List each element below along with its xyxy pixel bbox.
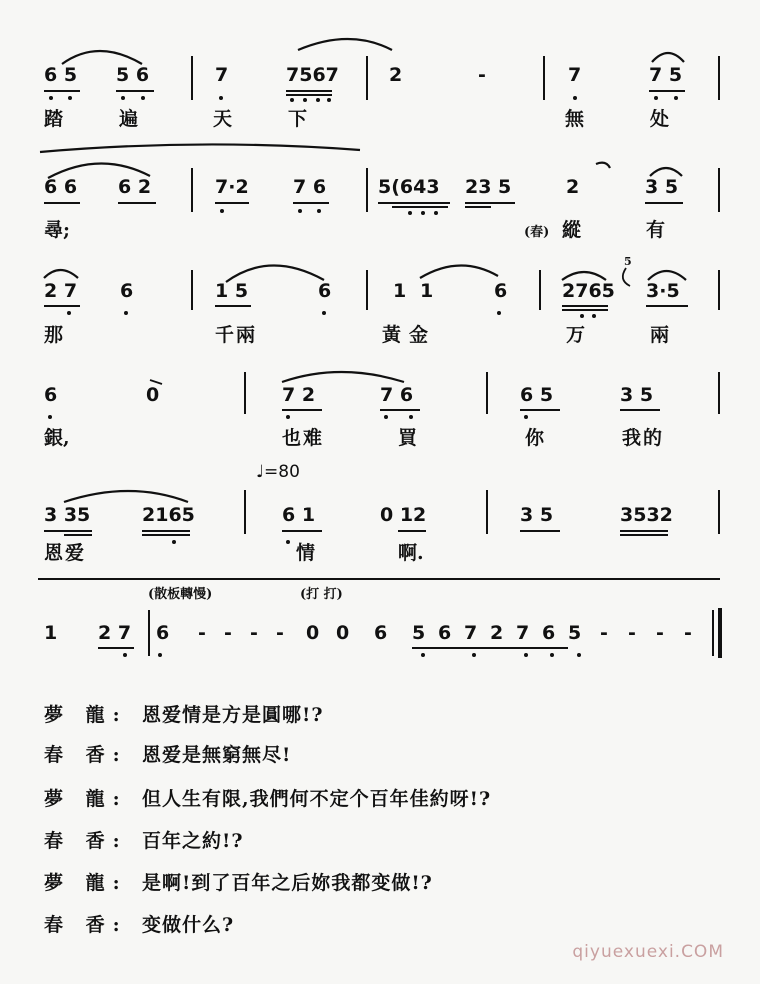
- lyric: 万: [566, 324, 586, 346]
- low-dot: [49, 96, 53, 100]
- low-dot: [124, 311, 128, 315]
- note-group: 3 35: [44, 504, 91, 526]
- note-group: 3·5: [646, 280, 680, 302]
- low-dot: [592, 314, 596, 318]
- underline: [645, 202, 683, 204]
- bar-line: [486, 490, 488, 534]
- low-dot: [316, 98, 320, 102]
- note-group: 7: [215, 64, 229, 86]
- underline: [398, 530, 426, 532]
- note-group: 23 5: [465, 176, 512, 198]
- note-group: 1: [393, 280, 407, 302]
- final-note: 0: [336, 622, 350, 644]
- note-group: 7 5: [649, 64, 683, 86]
- line-text: 恩爱情是方是圓哪!?: [142, 704, 324, 726]
- low-dot: [421, 211, 425, 215]
- lyric: 千兩: [215, 324, 258, 346]
- percussion-annotation: (打 打): [300, 587, 343, 602]
- low-dot: [220, 209, 224, 213]
- low-dot: [303, 98, 307, 102]
- bar-line: [718, 372, 720, 414]
- final-note: -: [276, 622, 284, 644]
- low-dot: [654, 96, 658, 100]
- underline: [620, 534, 668, 536]
- bar-line: [191, 168, 193, 212]
- note-group: 2 7: [98, 622, 132, 644]
- bar-line: [718, 168, 720, 212]
- note-group: 7 6: [293, 176, 327, 198]
- low-dot: [286, 540, 290, 544]
- final-note: 6: [438, 622, 452, 644]
- note-group: 2: [389, 64, 403, 86]
- final-note: 5: [568, 622, 582, 644]
- final-note: -: [628, 622, 636, 644]
- underline: [118, 202, 156, 204]
- final-note: 0: [306, 622, 320, 644]
- low-dot: [472, 653, 476, 657]
- note-group: 0: [146, 384, 160, 406]
- final-note: -: [684, 622, 692, 644]
- note-group: 2165: [142, 504, 195, 526]
- underline: [215, 202, 249, 204]
- low-dot: [573, 96, 577, 100]
- note-group: -: [478, 64, 486, 86]
- lyric: 兩: [650, 324, 670, 346]
- speaker: 夢 龍:: [44, 704, 128, 726]
- underline: [286, 90, 332, 92]
- note-group: 2765: [562, 280, 615, 302]
- underline: [520, 530, 560, 532]
- note-group: 1: [420, 280, 434, 302]
- underline: [562, 305, 608, 307]
- bar-line: [244, 490, 246, 534]
- note-group: 7 2: [282, 384, 316, 406]
- bar-line: [148, 610, 150, 656]
- bar-line: [191, 270, 193, 310]
- final-note: -: [600, 622, 608, 644]
- low-dot: [409, 415, 413, 419]
- note-group: 3532: [620, 504, 673, 526]
- underline: [286, 94, 332, 96]
- lyric: 也难: [282, 427, 325, 449]
- note-group: 6 5: [520, 384, 554, 406]
- underline: [620, 409, 660, 411]
- low-dot: [524, 653, 528, 657]
- lyric: 那: [44, 324, 64, 346]
- note-group: 3 5: [620, 384, 654, 406]
- note-group: 0 12: [380, 504, 427, 526]
- final-note: 7: [464, 622, 478, 644]
- bar-line: [191, 56, 193, 100]
- underline: [282, 409, 322, 411]
- final-note: 6: [156, 622, 170, 644]
- lyric: 遍: [119, 108, 139, 130]
- underline: [293, 202, 329, 204]
- bar-line: [244, 372, 246, 414]
- underline: [649, 90, 685, 92]
- low-dot: [674, 96, 678, 100]
- line-text: 变做什么?: [142, 914, 235, 936]
- note-group: 1 5: [215, 280, 249, 302]
- lyric: 啊.: [398, 542, 424, 564]
- low-dot: [580, 314, 584, 318]
- speaker: 夢 龍:: [44, 788, 128, 810]
- underline: [646, 305, 688, 307]
- note-group: 6: [44, 384, 58, 406]
- lyric: 銀,: [44, 427, 70, 449]
- note-group: 3 5: [520, 504, 554, 526]
- note-group: 5 6: [116, 64, 150, 86]
- low-dot: [286, 415, 290, 419]
- low-dot: [550, 653, 554, 657]
- dialogue-line: [44, 706, 323, 725]
- note-group: 2 7: [44, 280, 78, 302]
- low-dot: [384, 415, 388, 419]
- bar-line: [366, 56, 368, 100]
- underline: [44, 530, 92, 532]
- speaker: 夢 龍:: [44, 872, 128, 894]
- note-group: 7567: [286, 64, 339, 86]
- dialogue-line: [44, 874, 433, 893]
- final-note: 6: [374, 622, 388, 644]
- note-group: 6: [318, 280, 332, 302]
- underline: [282, 530, 322, 532]
- underline: [392, 206, 448, 208]
- note-group: 7 6: [380, 384, 414, 406]
- low-dot: [158, 653, 162, 657]
- dialogue-line: [44, 916, 234, 935]
- underline: [562, 309, 608, 311]
- lyric: 情: [296, 542, 316, 564]
- low-dot: [421, 653, 425, 657]
- lyric: 我的: [622, 427, 665, 449]
- note-group: 6 5: [44, 64, 78, 86]
- lyric: 处: [650, 108, 670, 130]
- underline: [465, 206, 491, 208]
- lyric: 恩爱: [44, 542, 87, 564]
- note-group: 1: [44, 622, 58, 644]
- low-dot: [219, 96, 223, 100]
- low-dot: [408, 211, 412, 215]
- underline: [380, 409, 420, 411]
- low-dot: [121, 96, 125, 100]
- dialogue-line: [44, 790, 491, 809]
- underline: [465, 202, 515, 204]
- note-group: 7: [568, 64, 582, 86]
- low-dot: [141, 96, 145, 100]
- bar-line: [366, 168, 368, 212]
- note-group: 6 2: [118, 176, 152, 198]
- line-text: 百年之約!?: [142, 830, 244, 852]
- line-text: 是啊!到了百年之后妳我都变做!?: [142, 872, 433, 894]
- lyric: 有: [646, 219, 666, 241]
- low-dot: [68, 96, 72, 100]
- final-note: 2: [490, 622, 504, 644]
- final-note: -: [198, 622, 206, 644]
- bar-line: [712, 610, 714, 656]
- performance-annotation: (散板轉慢): [148, 587, 213, 602]
- underline: [44, 90, 80, 92]
- underline: [98, 647, 134, 649]
- low-dot: [172, 540, 176, 544]
- underline: [44, 202, 80, 204]
- bar-line: [718, 490, 720, 534]
- underline: [520, 409, 560, 411]
- bar-line: [539, 270, 541, 310]
- lyric: 買: [398, 427, 418, 449]
- lyric: 無: [565, 108, 585, 130]
- final-bar-line: [718, 608, 722, 658]
- speaker: 春 香:: [44, 744, 128, 766]
- final-note: -: [250, 622, 258, 644]
- underline: [412, 647, 568, 649]
- bar-line: [718, 56, 720, 100]
- final-note: 5: [412, 622, 426, 644]
- bar-line: [718, 270, 720, 310]
- note-group: 6 1: [282, 504, 316, 526]
- speaker: 春 香:: [44, 830, 128, 852]
- note-group: 2: [566, 176, 580, 198]
- final-note: 6: [542, 622, 556, 644]
- lyric: 你: [525, 427, 545, 449]
- note-group: 5(643: [378, 176, 440, 198]
- underline: [620, 530, 668, 532]
- section-divider: [38, 578, 720, 580]
- underline: [64, 534, 92, 536]
- lyric: 天: [213, 108, 233, 130]
- low-dot: [322, 311, 326, 315]
- low-dot: [577, 653, 581, 657]
- grace-note: 5: [624, 255, 632, 268]
- low-dot: [123, 653, 127, 657]
- role-marker: (春): [524, 225, 550, 240]
- line-text: 但人生有限,我們何不定个百年佳約呀!?: [142, 788, 492, 810]
- lyric: 下: [288, 108, 308, 130]
- underline: [215, 305, 251, 307]
- bar-line: [366, 270, 368, 310]
- tempo-marking: ♩=80: [256, 462, 300, 482]
- note-group: 7·2: [215, 176, 249, 198]
- note-group: 6: [494, 280, 508, 302]
- low-dot: [434, 211, 438, 215]
- line-text: 恩爱是無窮無尽!: [142, 744, 292, 766]
- final-note: -: [224, 622, 232, 644]
- note-group: 6: [120, 280, 134, 302]
- final-note: 7: [516, 622, 530, 644]
- underline: [142, 534, 190, 536]
- lyric: 踏: [44, 108, 64, 130]
- dialogue-line: [44, 746, 291, 765]
- bar-line: [486, 372, 488, 414]
- lyric: 黃金: [382, 324, 437, 346]
- underline: [378, 202, 450, 204]
- low-dot: [327, 98, 331, 102]
- final-note: -: [656, 622, 664, 644]
- underline: [142, 530, 190, 532]
- low-dot: [317, 209, 321, 213]
- site-watermark: qiyuexuexi.COM: [572, 942, 724, 962]
- low-dot: [298, 209, 302, 213]
- note-group: 6 6: [44, 176, 78, 198]
- bar-line: [543, 56, 545, 100]
- low-dot: [290, 98, 294, 102]
- low-dot: [48, 415, 52, 419]
- speaker: 春 香:: [44, 914, 128, 936]
- dialogue-line: [44, 832, 243, 851]
- lyric: 尋;: [44, 219, 71, 241]
- underline: [116, 90, 154, 92]
- note-group: 3 5: [645, 176, 679, 198]
- lyric: 縱: [562, 219, 582, 241]
- low-dot: [524, 415, 528, 419]
- low-dot: [67, 311, 71, 315]
- low-dot: [497, 311, 501, 315]
- underline: [44, 305, 80, 307]
